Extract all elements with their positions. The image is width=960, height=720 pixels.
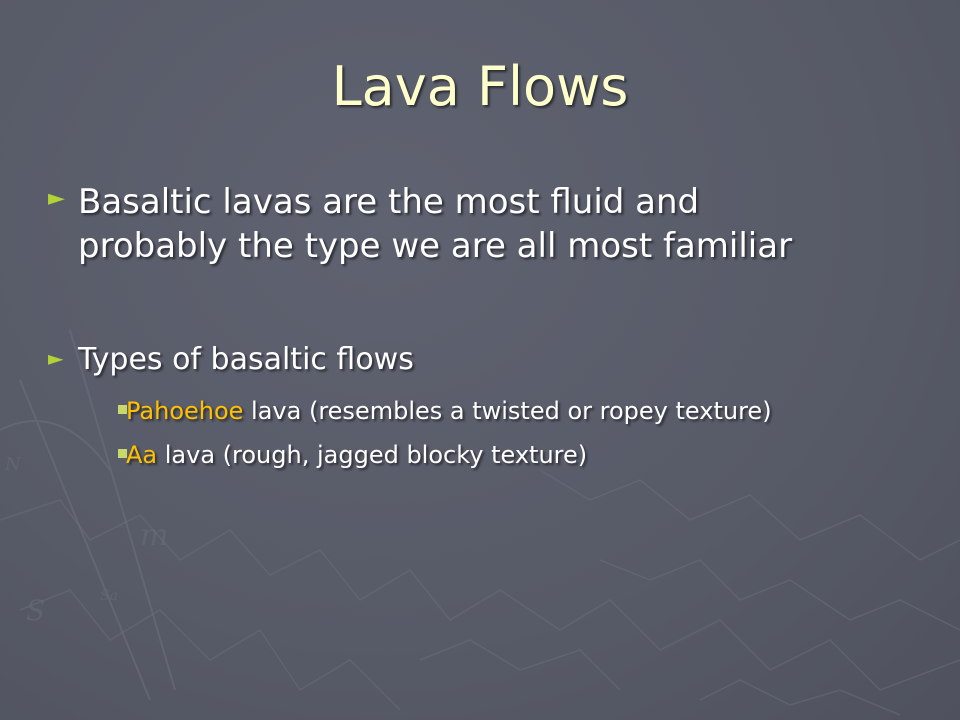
bullet-item [48, 340, 928, 384]
term-description: lava (resembles a twisted or ropey texture) [243, 397, 772, 425]
bullet-line: Basaltic lavas are the most fluid and [78, 182, 700, 222]
bullet-line: probably the type we are all most familiar [78, 226, 793, 266]
term-highlight: Pahoehoe [126, 397, 244, 425]
triangle-bullet-icon: ► [48, 186, 65, 211]
sub-bullet-text [126, 394, 772, 428]
bullet-text [78, 180, 792, 268]
term-description: lava (rough, jagged blocky texture) [157, 441, 588, 469]
sub-bullet-text [126, 438, 587, 472]
svg-text:N: N [5, 454, 21, 475]
triangle-bullet-icon: ► [48, 346, 64, 370]
bullet-text: Types of basaltic flows [78, 342, 414, 377]
svg-text:m: m [140, 518, 169, 553]
svg-text:S: S [26, 594, 46, 627]
term-highlight: Aa [126, 441, 158, 469]
sub-bullet-item [114, 438, 934, 472]
sub-bullet-item [114, 394, 934, 428]
svg-text:Sa: Sa [100, 588, 118, 604]
slide-title: Lava Flows [331, 55, 629, 118]
bullet-item [48, 180, 928, 280]
